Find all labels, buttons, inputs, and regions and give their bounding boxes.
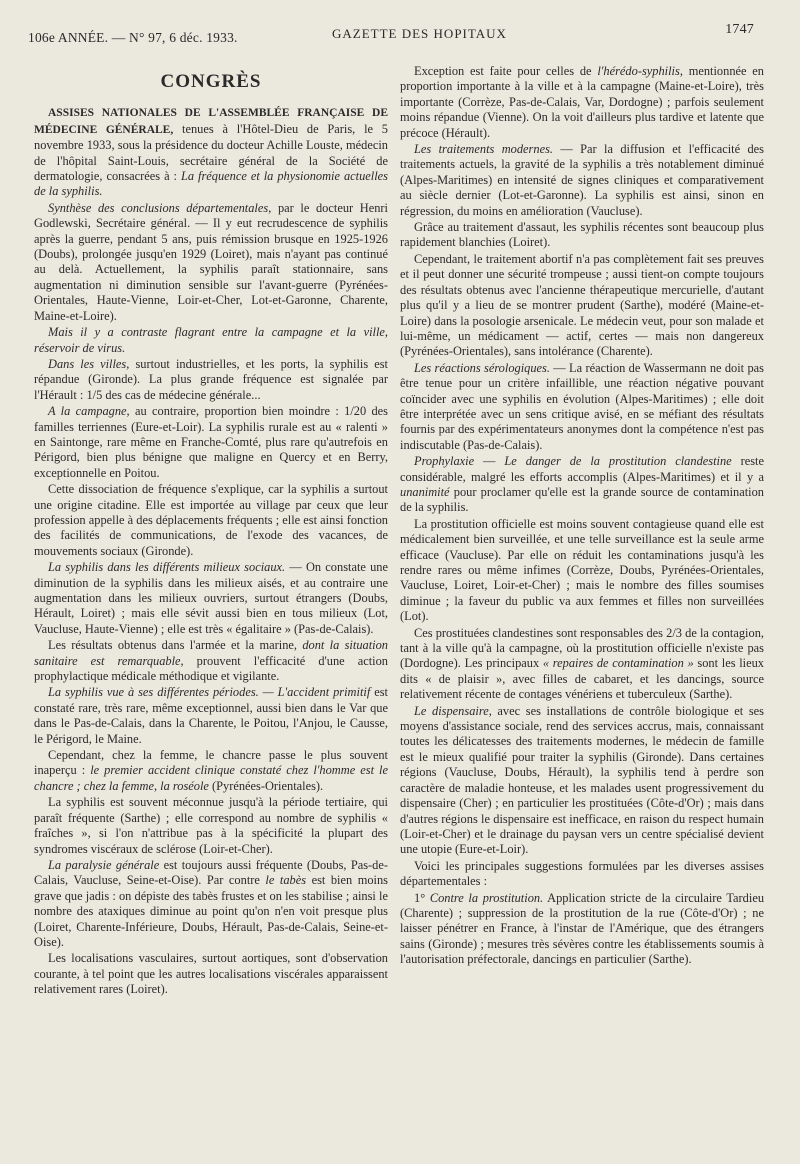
text-run: Exception est faite pour celles de [414,64,598,78]
text-run: sont les lieux dits « de plaisir », avec filles de cabaret, et les dancings, source relativement récente de contages vénériens et tuberculeux (Sarthe). [400,656,764,702]
text-run: — [474,454,505,469]
text-run: La prostitution officielle est moins souvent contagieuse quand elle est médicalement bien surveillée, et une telle surveillance est la seule arme efficace (Vaucluse). Par elle on réduit les contaminations jusqu'à les rendre rares ou même infimes (Corrèze, Doubs, Pyrénées-Orientales, Vaucluse, Loiret, Loir-et-Cher) ; mais le nombre des filles soumises diminue ; la faveur du public va aux femmes et filles non surveillées (Lot). [400,516,764,624]
paragraph [400,142,764,219]
paragraph [34,795,388,857]
italic-run: Les réactions sérologiques. [414,360,550,375]
lead-run: ASSISES NATIONALES DE L'ASSEMBLÉE FRANÇAISE DE MÉDECINE GÉNÉRALE, [34,107,388,136]
text-run: tenues à l'Hôtel-Dieu de Paris, le 5 novembre 1933, sous la présidence du docteur Achille Louste, médecin de l'hôpital Saint-Louis, secrétaire général de la Société de dermatologie, consacrées à : [34,121,388,184]
text-run: Grâce au traitement d'assaut, les syphilis récentes sont beaucoup plus rapidement blanchies (Loiret). [400,220,764,250]
issue-info: 106e ANNÉE. — N° 97, 6 déc. 1933. [28,30,238,45]
paragraph [400,220,764,251]
paragraph [400,361,764,453]
italic-run: dont la situation sanitaire est remarquable, [34,638,388,668]
paragraph [400,704,764,858]
text-run: est toujours aussi fréquente (Doubs, Pas-de-Calais, Vaucluse, Seine-et-Oise). Par contre [34,857,389,888]
running-header [24,22,776,52]
paragraph [34,325,388,356]
section-title: CONGRÈS [160,71,262,92]
italic-run: Le danger de la prostitution clandestine [504,454,732,469]
paragraph [34,482,388,559]
text-run: pour proclamer qu'elle est la grande source de contamination de la syphilis. [400,484,764,515]
italic-run: Le dispensaire, [414,703,492,718]
text-run: Les résultats obtenus dans l'armée et la marine, [48,638,303,653]
text-run: Voici les principales suggestions formulées par les diverses assises départementales : [400,858,764,889]
text-run: Application stricte de la circulaire Tardieu (Charente) ; suppression de la prostitution de la rue (Côte-d'Or) ; ne laisser pénétrer en France, à l'instar de l'Amérique, que des étrangers sains (Gironde) ; mesures très sévères contre les établissements soumis à l'autorisation préfectorale, dancings en particulier (Sarthe). [400,890,765,967]
italic-run: La syphilis vue à ses différentes périodes. — L'accident primitif [48,685,371,700]
paragraph [34,357,388,403]
text-run: (Pyrénées-Orientales). [208,778,324,793]
paragraph [400,454,764,516]
paragraph [400,64,764,141]
paragraph [400,517,764,625]
text-run: surtout industrielles, et les ports, la syphilis est répandue (Gironde). La plus grande fréquence est signalée par l'Hérault : 1/5 des cas de médecine générale... [34,356,388,402]
text-run: — Par la diffusion et l'efficacité des traitements actuels, la gravité de la syphilis a très notablement diminué (Alpes-Maritimes) en intensité de signes cliniques et comparativement au siècle dernier (Lot-et-Garonne). La syphilis est ainsi, sinon en régression, du moins en amélioration (Vaucluse). [400,142,764,218]
text-run: Cette dissociation de fréquence s'explique, car la syphilis a surtout une origine citadine. Elle est importée au village par ceux que leur profession appelle à des déplacements fréquents ; elle est ainsi fonction des facilités de communications, de l'exode des vacances, de mouvements sociaux (Gironde). [34,482,388,558]
italic-run: Synthèse des conclusions départementales, [48,200,272,215]
text-run: 1° [414,890,430,905]
paragraph [400,252,764,360]
italic-run: le tabès [265,873,307,888]
text-run: prouvent l'efficacité d'une action prophylactique médicale méthodique et vigilante. [34,653,388,684]
text-run: — On constate une diminution de la syphilis dans les milieux aisés, et au contraire une augmentation dans les milieux ouvriers, surtout étrangers (Doubs, Hérault, Loiret) ; mais elle sévit aussi bien en tous milieux (Lot, Vaucluse, Haute-Vienne) ; elle est très « égalitaire » (Pas-de-Calais). [34,560,388,636]
italic-run: La paralysie générale [48,857,160,872]
paragraph [400,859,764,890]
italic-run: Prophylaxie [414,454,475,469]
text-run: reste considérable, malgré les efforts accomplis (Alpes-Maritimes) et il y a [400,454,764,484]
paragraph [34,951,388,997]
page-number: 1747 [725,22,754,37]
paragraph [34,638,388,684]
text-run: Les localisations vasculaires, surtout aortiques, sont d'observation courante, à tel point que les autres localisations viscérales apparaissent relativement rares (Loiret). [34,951,388,997]
paragraph [34,560,388,637]
italic-run: Contre la prostitution. [429,890,544,905]
paragraph [34,105,388,199]
text-run: est bien moins grave que jadis : on dépiste des tabès frustes et on les stabilise ; ainsi le nombre des ataxiques diminue au point qu'on n'en voit presque plus (Loiret, Charente-Inférieure, Doubs, Hérault, Pas-de-Calais, Seine-et-Oise). [34,873,389,949]
italic-run: « repaires de contamination » [542,656,694,671]
italic-run: l'hérédo-syphilis, [597,64,683,78]
paragraph [400,626,764,703]
text-run: par le docteur Henri Godlewski, Secrétaire général. — Il y eut recrudescence de syphilis après la guerre, pendant 5 ans, puis rémission brusque en 1925-1926 (Doubs), prolongée jusqu'en 1929 (Loiret), mais n'ayant pas continué au delà. Actuellement, la syphilis paraît stationnaire, sans augmentation ni diminution sensible sur l'avant-guerre (Pyrénées-Orientales, Haute-Vienne, Loir-et-Cher, Lot-et-Garonne, Charente, Maine-et-Loire). [34,200,388,323]
text-run: La syphilis est souvent méconnue jusqu'à la période tertiaire, qui paraît fréquente (Sarthe) ; elle correspond au nombre de syphilis « fraîches », si l'on n'attribue pas à la spécificité la plupart des syndromes viscéraux de sclérose (Loir-et-Cher). [34,795,388,856]
paragraph [34,858,388,950]
text-run: au contraire, proportion bien moindre : 1/20 des familles terriennes (Eure-et-Loir). La syphilis rurale est au « ralenti » en Saintonge, rare même en Franche-Comté, plus rare qu'autrefois en Périgord, bien plus bénigne que maligne en Quercy et en Berry, exceptionnelle en Poitou. [34,404,388,480]
paragraph [34,685,388,747]
paragraph [34,748,388,794]
right-column [400,64,764,969]
text-run: Cependant, le traitement abortif n'a pas complètement fait ses preuves et il peut donner une sécurité trompeuse ; aussi tient-on compte toujours des résultats obtenus avec l'ancienne thérapeutique mercurielle, d'autant plus qu'il y a lieu de se montrer prudent (Sarthe), modéré (Maine-et-Loire) dans la posologie arsenicale. Le médecin veut, pour son malade et lui-même, un médicament — actif, certes — mais non dangereux (Pyrénées-Orientales), sans intolérance (Charente). [400,251,764,359]
italic-run: le premier accident clinique constaté chez l'homme est le chancre ; chez la femme, la roséole [34,763,388,793]
text-run: avec ses installations de contrôle biologique et ses moyens d'assistance sociale, rend des services accrus, mais, connaissant toutes les délicatesses des traitements modernes, le médecin de famille est le mieux qualifié pour traiter la syphilis (Gironde). Dans certaines régions (Vaucluse, Doubs, Hérault), la syphilis tend à perdre son caractère de maladie honteuse, et les malades usent progressivement du dispensaire (Cher) ; en particulier les prostituées (Côte-d'Or) ; mais dans d'autres régions le dispensaire est inefficace, en raison du respect humain (Loir-et-Cher) et le drainage du paysan vers un centre spécialisé devient une utopie (Eure-et-Loir). [400,703,764,857]
italic-run: La fréquence et la physionomie actuelles de la syphilis. [34,169,388,199]
italic-run: unanimité [400,484,450,499]
left-column [34,70,388,999]
italic-run: Mais il y a contraste flagrant entre la campagne et la ville, réservoir de virus. [34,325,388,355]
text-run: — La réaction de Wassermann ne doit pas être tenue pour un critère infaillible, une réaction négative pouvant coïncider avec une syphilis en évolution (Alpes-Maritimes) ; elle doit être interprétée avec un sens critique avisé, en se méfiant des résultats fournis par des expérimentateurs anonymes dont la compétence n'est pas indiscutable (Pas-de-Calais). [400,360,764,452]
paragraph [34,201,388,324]
text-run: Ces prostituées clandestines sont responsables des 2/3 de la contagion, tant à la ville qu'à la campagne, où la prostitution officielle n'existe pas (Dordogne). Les principaux [400,625,764,671]
italic-run: A la campagne, [48,404,130,419]
italic-run: La syphilis dans les différents milieux sociaux. [48,560,286,575]
text-run: mentionnée en proportion importante à la ville et à la campagne (Maine-et-Loire), très importante (Corrèze, Pas-de-Calais, Var, Dordogne) ; parfois seulement moins répandue (Vienne). On la voit d'ailleurs plus tardive et latente que précoce (Hérault). [400,64,764,140]
paragraph [400,891,764,968]
paragraph [34,404,388,481]
text-run: est constaté rare, très rare, même exceptionnel, aussi bien dans le Var que dans le Pas-de-Calais, dans la Charente, le Poitou, l'Anjou, le Causse, le Périgord, le Maine. [34,685,388,746]
italic-run: Dans les villes, [48,356,130,371]
journal-title: GAZETTE DES HOPITAUX [332,26,507,41]
text-run: Cependant, chez la femme, le chancre passe le plus souvent inaperçu : [34,748,388,778]
italic-run: Les traitements modernes. [414,142,553,157]
